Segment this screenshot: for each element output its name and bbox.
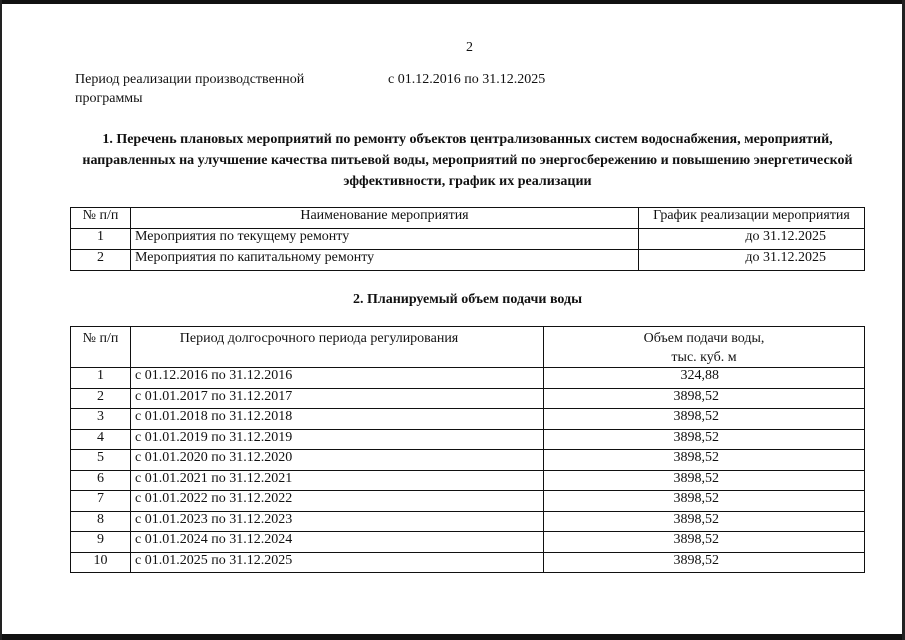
row-number: 2 <box>71 250 131 271</box>
row-number: 5 <box>71 450 131 471</box>
row-number: 1 <box>71 368 131 389</box>
period-range: с 01.12.2016 по 31.12.2016 <box>131 368 544 389</box>
period-range: с 01.01.2021 по 31.12.2021 <box>131 470 544 491</box>
header-number: № п/п <box>71 327 131 368</box>
scan-border-bottom <box>0 634 905 640</box>
period-range: с 01.01.2022 по 31.12.2022 <box>131 491 544 512</box>
row-number: 4 <box>71 429 131 450</box>
header-volume-line1: Объем подачи воды, <box>643 331 765 346</box>
row-number: 10 <box>71 552 131 573</box>
row-number: 2 <box>71 388 131 409</box>
supply-volume: 3898,52 <box>544 450 865 471</box>
measure-name: Мероприятия по капитальному ремонту <box>131 250 639 271</box>
row-number: 3 <box>71 409 131 430</box>
table-header-row <box>71 208 865 229</box>
period-label: Период реализации производственной программы <box>75 72 305 106</box>
header-schedule: График реализации мероприятия <box>639 208 865 229</box>
table-row <box>71 229 865 250</box>
supply-volume: 3898,52 <box>544 409 865 430</box>
period-range: с 01.01.2024 по 31.12.2024 <box>131 532 544 553</box>
supply-volume: 324,88 <box>544 368 865 389</box>
table-row <box>71 470 865 491</box>
table-row <box>71 552 865 573</box>
row-number: 7 <box>71 491 131 512</box>
period-range: с 01.01.2017 по 31.12.2017 <box>131 388 544 409</box>
measure-name: Мероприятия по текущему ремонту <box>131 229 639 250</box>
table-header-row <box>71 327 865 368</box>
supply-volume: 3898,52 <box>544 388 865 409</box>
supply-volume: 3898,52 <box>544 470 865 491</box>
schedule-deadline: до 31.12.2025 <box>639 229 865 250</box>
period-range: с 01.01.2025 по 31.12.2025 <box>131 552 544 573</box>
period-range: с 01.01.2019 по 31.12.2019 <box>131 429 544 450</box>
header-number: № п/п <box>71 208 131 229</box>
supply-volume: 3898,52 <box>544 552 865 573</box>
table-row <box>71 388 865 409</box>
water-supply-table <box>70 326 865 573</box>
row-number: 1 <box>71 229 131 250</box>
table-row <box>71 409 865 430</box>
scan-border-top <box>0 0 905 4</box>
header-volume <box>544 327 865 368</box>
section1-title: 1. Перечень плановых мероприятий по ремонту объектов централизованных систем водоснабжения, мероприятий, направленных на улучшение качества питьевой воды, мероприятий по энергосбережению и повышению энергетической эффективности, график их реализации <box>82 132 853 189</box>
period-range: с 01.01.2020 по 31.12.2020 <box>131 450 544 471</box>
table-row <box>71 368 865 389</box>
schedule-deadline: до 31.12.2025 <box>639 250 865 271</box>
supply-volume: 3898,52 <box>544 511 865 532</box>
scan-border-left <box>0 0 2 640</box>
table-row <box>71 429 865 450</box>
supply-volume: 3898,52 <box>544 532 865 553</box>
row-number: 9 <box>71 532 131 553</box>
table-row <box>71 450 865 471</box>
table-row <box>71 250 865 271</box>
page-number: 2 <box>466 40 473 55</box>
header-volume-unit: тыс. куб. м <box>671 350 737 365</box>
section2-title: 2. Планируемый объем подачи воды <box>352 292 583 307</box>
table-row <box>71 511 865 532</box>
table-row <box>71 491 865 512</box>
supply-volume: 3898,52 <box>544 429 865 450</box>
period-range: с 01.01.2018 по 31.12.2018 <box>131 409 544 430</box>
measures-table <box>70 207 865 271</box>
period-range: с 01.01.2023 по 31.12.2023 <box>131 511 544 532</box>
supply-volume: 3898,52 <box>544 491 865 512</box>
row-number: 8 <box>71 511 131 532</box>
row-number: 6 <box>71 470 131 491</box>
header-period: Период долгосрочного периода регулирования <box>131 327 544 368</box>
header-measure-name: Наименование мероприятия <box>131 208 639 229</box>
period-value: с 01.12.2016 по 31.12.2025 <box>388 72 546 87</box>
table-row <box>71 532 865 553</box>
